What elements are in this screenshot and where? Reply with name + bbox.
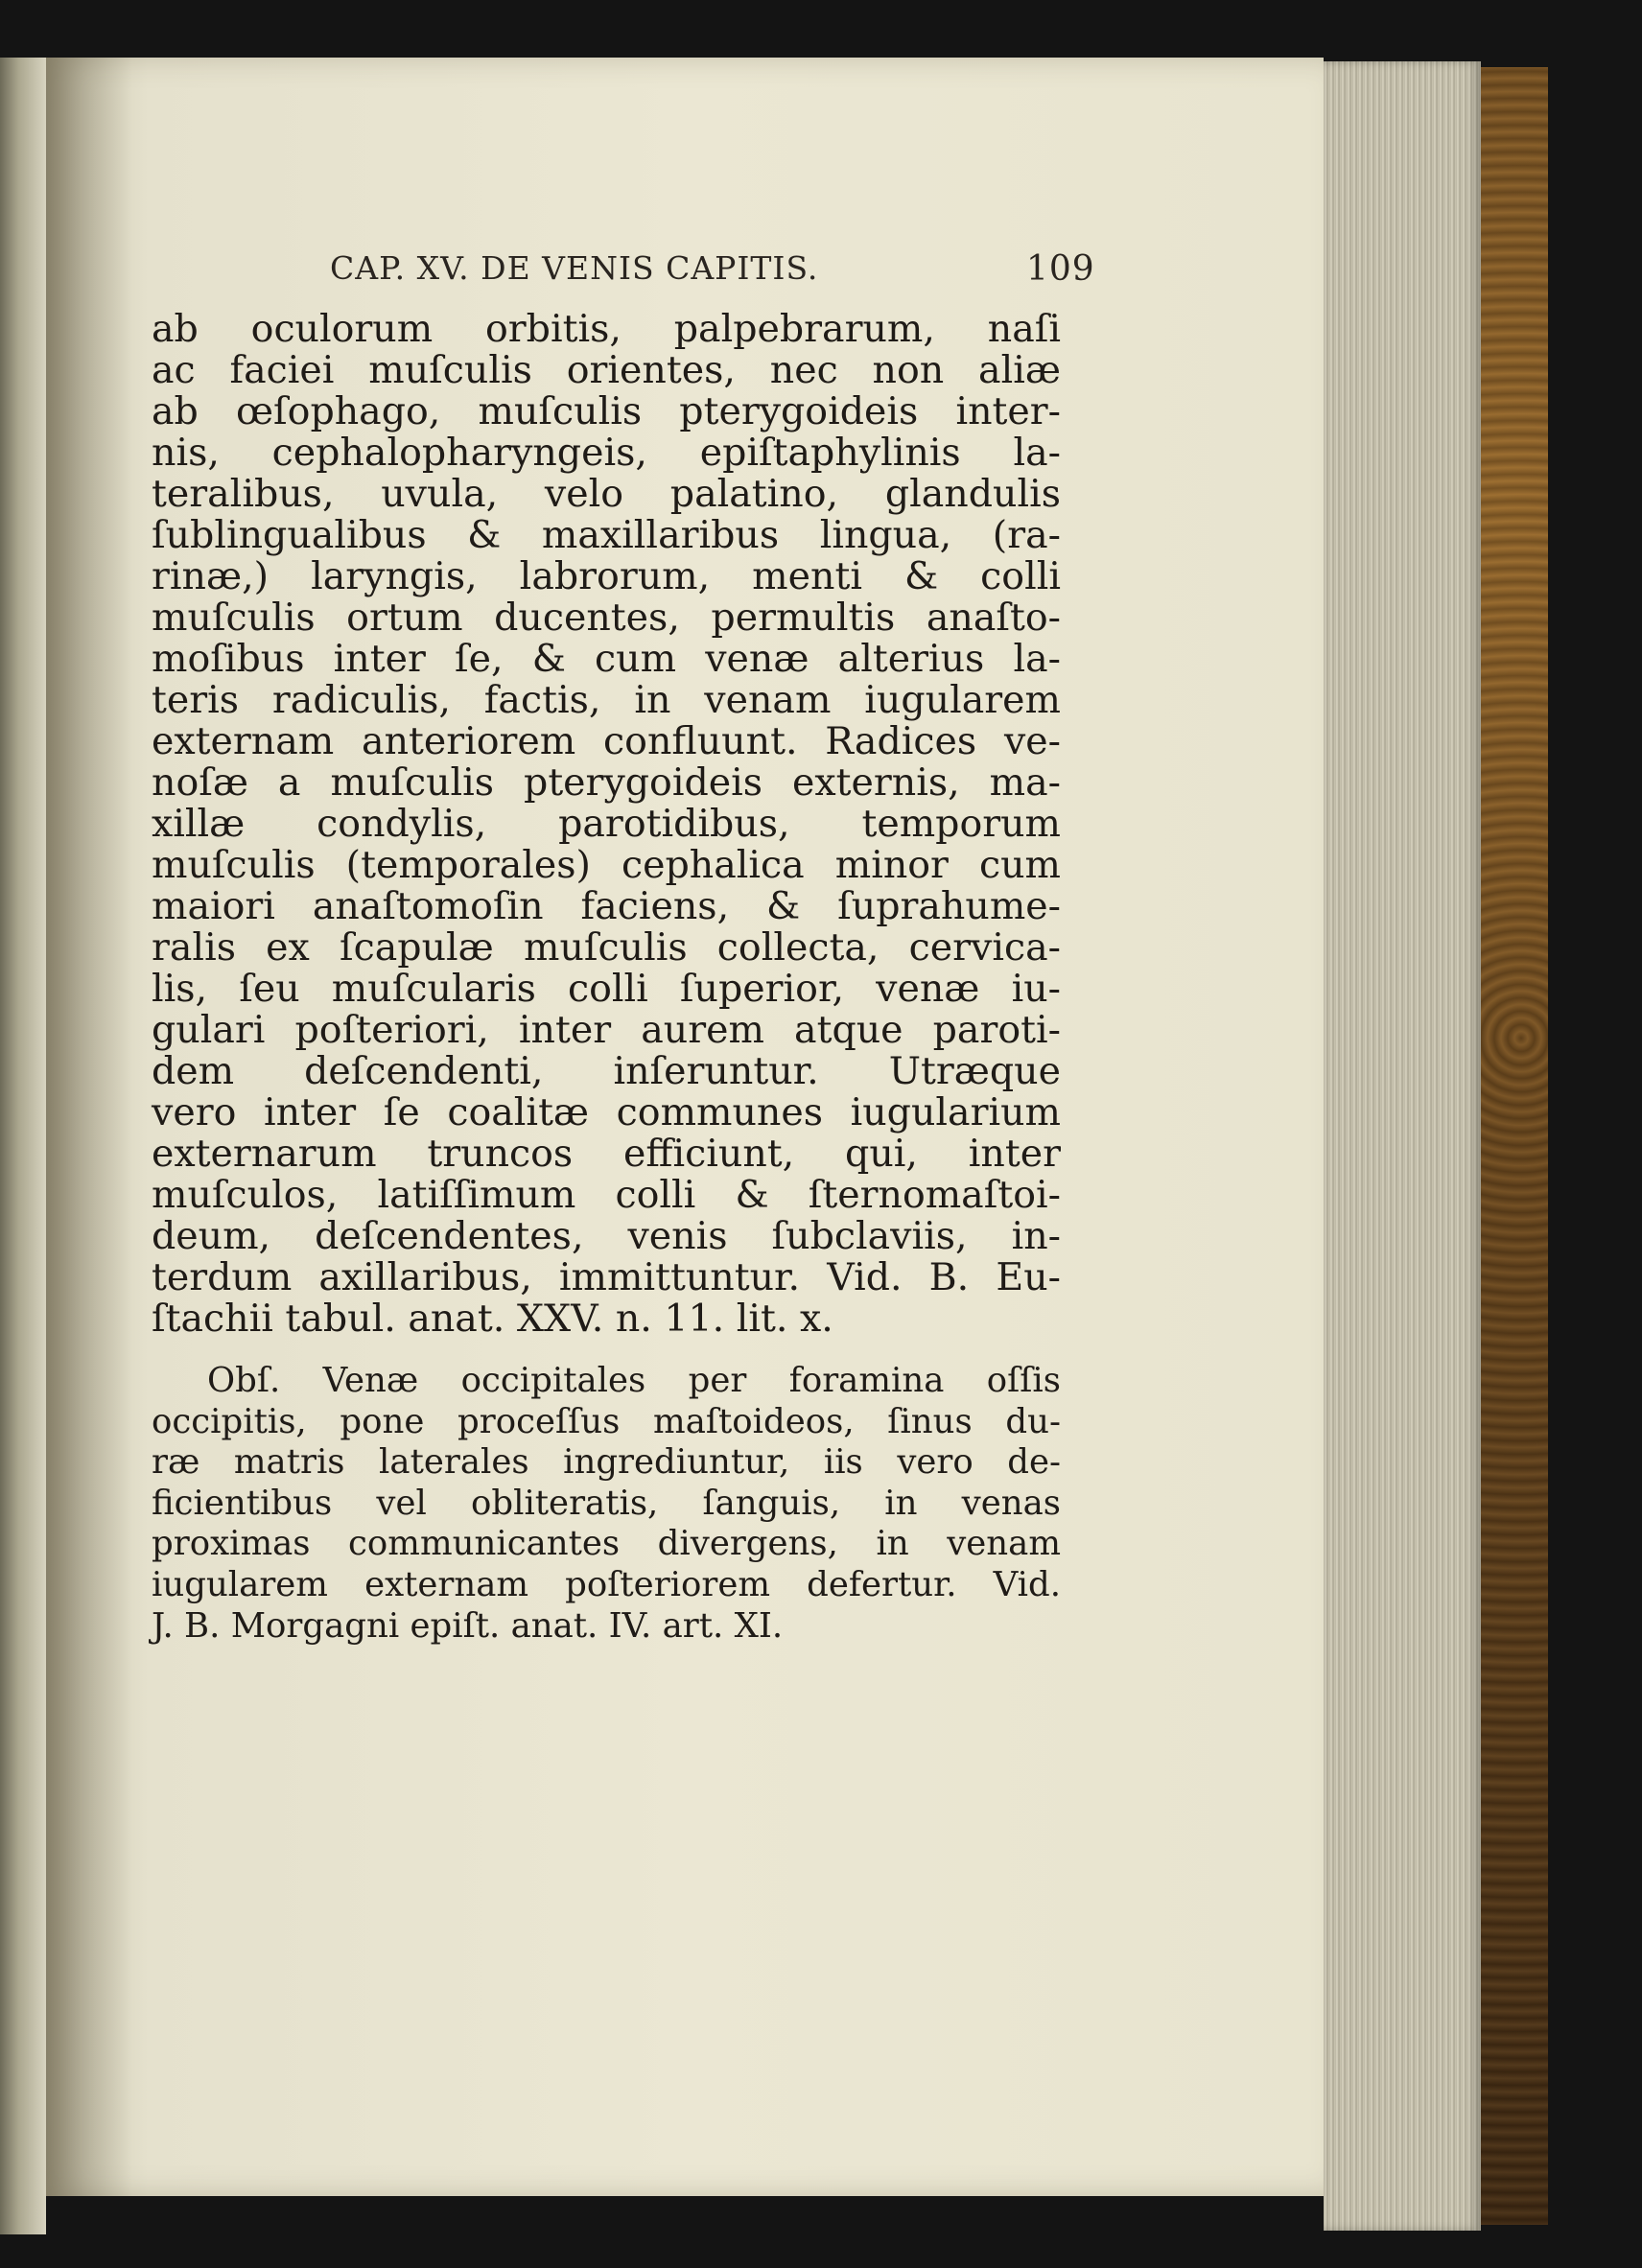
text-line: ab oculorum orbitis, palpebrarum, naſi (152, 307, 1061, 351)
text-line: teris radiculis, factis, in venam iugularem (152, 678, 1061, 722)
text-line: ralis ex ſcapulæ muſculis collecta, cervica- (152, 925, 1061, 970)
text-line: ac faciei muſculis orientes, nec non aliæ (152, 348, 1061, 392)
text-line: xillæ condylis, parotidibus, temporum (152, 802, 1061, 846)
page-block-edges (1324, 61, 1481, 2231)
text-line: nis, cephalopharyngeis, epiſtaphylinis la- (152, 431, 1061, 475)
text-line: gulari poſteriori, inter aurem atque paroti- (152, 1008, 1061, 1052)
body-text (152, 309, 1061, 1647)
text-line: maiori anaſtomoſin faciens, & ſuprahume- (152, 884, 1061, 928)
left-page-edge (0, 58, 46, 2234)
marbled-cover (1481, 67, 1548, 2225)
text-line: ræ matris laterales ingrediuntur, iis vero de- (152, 1442, 1061, 1483)
text-line: ab œſophago, muſculis pterygoideis inter- (152, 389, 1061, 433)
text-line: terdum axillaribus, immittuntur. Vid. B. Eu- (152, 1255, 1061, 1299)
text-line: J. B. Morgagni epiſt. anat. IV. art. XI. (152, 1605, 784, 1646)
page-number: 109 (1026, 249, 1095, 289)
book-page (46, 58, 1324, 2196)
text-line: iugularem externam poſteriorem defertur. Vid. (152, 1564, 1061, 1604)
text-line: teralibus, uvula, velo palatino, glandulis (152, 472, 1061, 516)
text-line: proximas communicantes divergens, in venam (152, 1524, 1061, 1564)
text-line: ſtachii tabul. anat. XXV. n. 11. lit. x. (152, 1297, 833, 1341)
text-line: muſculis ortum ducentes, permultis anaſto- (152, 596, 1061, 640)
text-line: muſculos, latiſſimum colli & ſternomaſtoi- (152, 1173, 1061, 1217)
text-line: occipitis, pone proceſſus maſtoideos, ſinus du- (152, 1401, 1061, 1441)
running-head (46, 249, 1324, 288)
text-line: vero inter ſe coalitæ communes iugularium (152, 1090, 1061, 1134)
gutter-shadow (46, 58, 132, 2196)
text-line: externam anteriorem confluunt. Radices ve- (152, 719, 1061, 763)
text-line: noſæ a muſculis pterygoideis externis, ma- (152, 760, 1061, 805)
main-paragraph (152, 309, 1061, 1340)
observation-paragraph (152, 1361, 1061, 1647)
text-line: dem deſcendenti, inſeruntur. Utræque (152, 1049, 1061, 1093)
text-line: deum, deſcendentes, venis ſubclaviis, in- (152, 1214, 1061, 1258)
text-line: externarum truncos efficiunt, qui, inter (152, 1132, 1061, 1176)
text-line: lis, ſeu muſcularis colli ſuperior, venæ iu- (152, 967, 1061, 1011)
text-line: muſculis (temporales) cephalica minor cum (152, 843, 1061, 887)
text-line: moſibus inter ſe, & cum venæ alterius la- (152, 637, 1061, 681)
text-line: ſublingualibus & maxillaribus lingua, (ra- (152, 513, 1061, 557)
chapter-title: CAP. XV. DE VENIS CAPITIS. (330, 249, 819, 287)
text-line: rinæ,) laryngis, labrorum, menti & colli (152, 554, 1061, 598)
text-line: Obſ. Venæ occipitales per foramina oſſis (207, 1361, 1061, 1400)
text-line: ficientibus vel obliteratis, ſanguis, in venas (152, 1483, 1061, 1523)
